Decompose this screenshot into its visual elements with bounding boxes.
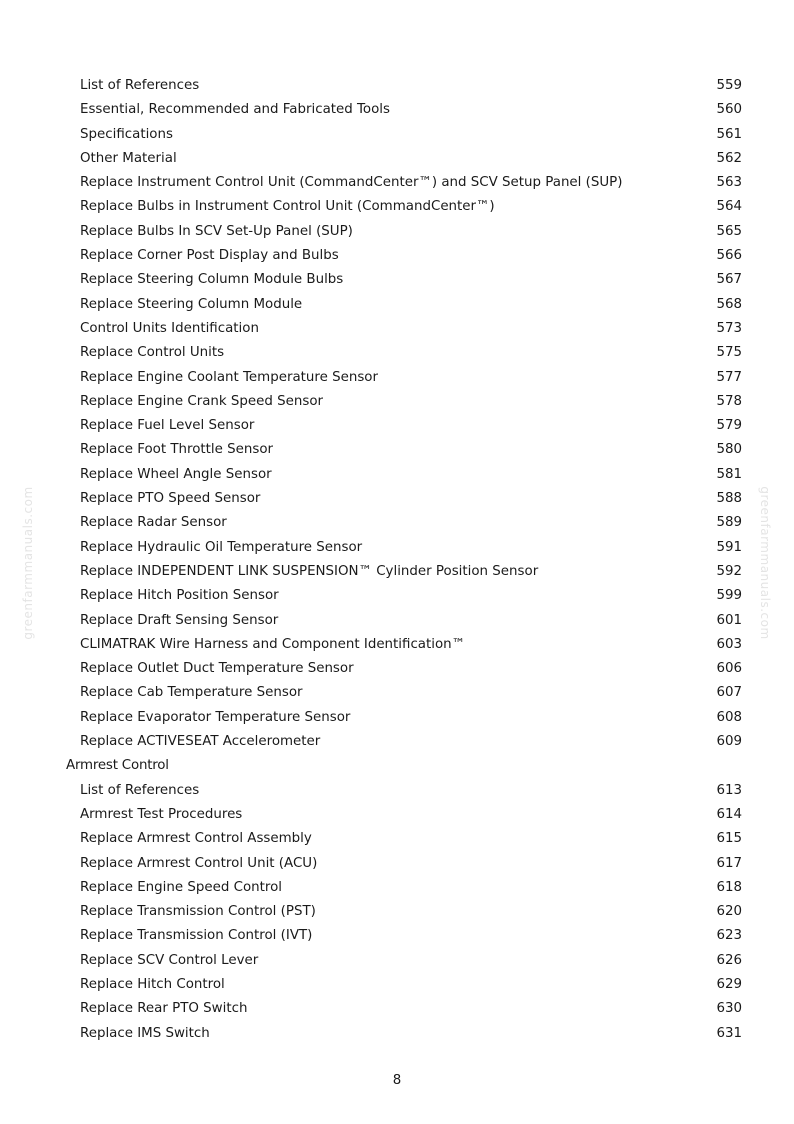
toc-entry-page: 580 (716, 442, 742, 458)
toc-entry[interactable] (0, 537, 794, 561)
toc-entry-title: Replace PTO Speed Sensor (80, 491, 261, 507)
toc-entry-page: 607 (716, 685, 742, 701)
toc-entry-page: 620 (716, 904, 742, 920)
toc-entry-page: 601 (716, 612, 742, 628)
toc-entry[interactable] (0, 439, 794, 463)
toc-entry-page: 559 (716, 78, 742, 93)
toc-entry[interactable] (0, 318, 794, 342)
toc-entry-title: Control Units Identification (80, 320, 259, 336)
toc-entry-page: 573 (716, 320, 742, 336)
toc-entry-page: 606 (716, 661, 742, 677)
toc-entry-title: Replace Radar Sensor (80, 515, 227, 531)
toc-entry-title: Replace Transmission Control (PST) (80, 904, 316, 920)
table-of-contents (0, 75, 794, 1047)
toc-entry-page: 609 (716, 734, 742, 750)
toc-entry-title: Replace ACTIVESEAT Accelerometer (80, 734, 321, 750)
toc-entry-title: Replace Cab Temperature Sensor (80, 685, 303, 701)
toc-entry[interactable] (0, 950, 794, 974)
toc-entry-title: Replace Bulbs in Instrument Control Unit (CommandCenter™) (80, 199, 495, 215)
toc-entry-title: Replace Foot Throttle Sensor (80, 442, 274, 458)
toc-entry[interactable] (0, 415, 794, 439)
toc-entry[interactable] (0, 148, 794, 172)
toc-entry-title: Specifications (80, 126, 173, 142)
toc-entry[interactable] (0, 925, 794, 949)
toc-entry-page: 567 (716, 272, 742, 288)
toc-entry-title: Replace Rear PTO Switch (80, 1001, 248, 1017)
toc-entry-page: 630 (716, 1001, 742, 1017)
toc-entry[interactable] (0, 99, 794, 123)
toc-entry-page: 564 (716, 199, 742, 215)
toc-entry-page: 566 (716, 248, 742, 264)
watermark-right: greenfarmmanuals.com (758, 486, 772, 640)
toc-entry-page: 578 (716, 393, 742, 409)
toc-entry[interactable] (0, 634, 794, 658)
toc-entry[interactable] (0, 75, 794, 99)
toc-entry-title: Replace Fuel Level Sensor (80, 418, 255, 434)
toc-entry-title: Replace Hitch Control (80, 976, 225, 992)
toc-entry[interactable] (0, 707, 794, 731)
toc-entry[interactable] (0, 512, 794, 536)
toc-entry-title: Replace Hitch Position Sensor (80, 588, 279, 604)
toc-entry-page: 629 (716, 976, 742, 992)
toc-entry-page: 618 (716, 879, 742, 895)
toc-entry-title: Replace Steering Column Module Bulbs (80, 272, 344, 288)
toc-entry-page: 591 (716, 539, 742, 555)
toc-entry-title: Armrest Control (66, 758, 169, 774)
toc-entry-title: Other Material (80, 150, 177, 166)
toc-entry[interactable] (0, 682, 794, 706)
toc-entry-page: 581 (716, 466, 742, 482)
toc-section-heading (0, 755, 794, 779)
toc-entry-page: 626 (716, 952, 742, 968)
toc-entry-page: 565 (716, 223, 742, 239)
toc-entry-page: 589 (716, 515, 742, 531)
toc-entry[interactable] (0, 464, 794, 488)
toc-entry-page: 575 (716, 345, 742, 361)
toc-entry-page: 603 (716, 636, 742, 652)
toc-entry-title: Replace Armrest Control Unit (ACU) (80, 855, 318, 871)
toc-entry-title: Replace Steering Column Module (80, 296, 303, 312)
toc-entry-title: Replace Control Units (80, 345, 225, 361)
toc-entry-page: 613 (716, 782, 742, 798)
toc-entry-title: Replace Armrest Control Assembly (80, 831, 312, 847)
toc-entry-title: Armrest Test Procedures (80, 806, 243, 822)
toc-entry-title: CLIMATRAK Wire Harness and Component Identification™ (80, 636, 466, 652)
toc-entry[interactable] (0, 391, 794, 415)
toc-entry-page: 562 (716, 150, 742, 166)
toc-entry-page: 561 (716, 126, 742, 142)
toc-entry[interactable] (0, 998, 794, 1022)
toc-entry-page: 592 (716, 563, 742, 579)
toc-entry-page: 614 (716, 806, 742, 822)
toc-entry-title: List of References (80, 782, 200, 798)
toc-entry-page: 631 (716, 1025, 742, 1041)
toc-entry[interactable] (0, 221, 794, 245)
toc-entry-page: 623 (716, 928, 742, 944)
toc-entry-title: Replace Corner Post Display and Bulbs (80, 248, 339, 264)
toc-entry[interactable] (0, 269, 794, 293)
toc-entry-page: 608 (716, 709, 742, 725)
toc-entry[interactable] (0, 901, 794, 925)
toc-entry-title: Replace SCV Control Lever (80, 952, 259, 968)
toc-entry-page: 568 (716, 296, 742, 312)
toc-entry[interactable] (0, 124, 794, 148)
toc-entry-title: Replace INDEPENDENT LINK SUSPENSION™ Cylinder Position Sensor (80, 563, 539, 579)
toc-entry-title: Replace Bulbs In SCV Set-Up Panel (SUP) (80, 223, 353, 239)
toc-entry[interactable] (0, 196, 794, 220)
toc-entry[interactable] (0, 610, 794, 634)
toc-entry-page: 577 (716, 369, 742, 385)
toc-entry-title: List of References (80, 78, 200, 93)
toc-entry-title: Replace Engine Coolant Temperature Sensor (80, 369, 379, 385)
toc-entry-title: Replace IMS Switch (80, 1025, 210, 1041)
toc-entry[interactable] (0, 585, 794, 609)
toc-entry-title: Replace Transmission Control (IVT) (80, 928, 313, 944)
toc-entry[interactable] (0, 804, 794, 828)
toc-entry-page: 599 (716, 588, 742, 604)
toc-entry-title: Replace Engine Crank Speed Sensor (80, 393, 324, 409)
toc-entry-title: Replace Wheel Angle Sensor (80, 466, 272, 482)
toc-entry[interactable] (0, 488, 794, 512)
toc-entry-title: Replace Engine Speed Control (80, 879, 283, 895)
toc-entry[interactable] (0, 342, 794, 366)
toc-entry[interactable] (0, 561, 794, 585)
toc-entry-title: Replace Hydraulic Oil Temperature Sensor (80, 539, 363, 555)
toc-entry[interactable] (0, 780, 794, 804)
toc-entry-page: 563 (716, 175, 742, 191)
toc-entry-page: 617 (716, 855, 742, 871)
toc-entry-title: Replace Outlet Duct Temperature Sensor (80, 661, 354, 677)
toc-entry[interactable] (0, 294, 794, 318)
toc-entry-page: 560 (716, 102, 742, 118)
toc-entry-title: Replace Draft Sensing Sensor (80, 612, 279, 628)
toc-entry[interactable] (0, 974, 794, 998)
toc-entry-title: Essential, Recommended and Fabricated Tools (80, 102, 391, 118)
toc-entry[interactable] (0, 245, 794, 269)
toc-entry-title: Replace Evaporator Temperature Sensor (80, 709, 351, 725)
toc-entry[interactable] (0, 367, 794, 391)
toc-entry[interactable] (0, 877, 794, 901)
toc-entry[interactable] (0, 172, 794, 196)
toc-entry-page: 615 (716, 831, 742, 847)
toc-entry-page: 588 (716, 491, 742, 507)
toc-entry[interactable] (0, 658, 794, 682)
toc-entry[interactable] (0, 1023, 794, 1047)
toc-entry-title: Replace Instrument Control Unit (CommandCenter™) and SCV Setup Panel (SUP) (80, 175, 623, 191)
toc-entry-page: 579 (716, 418, 742, 434)
toc-entry[interactable] (0, 731, 794, 755)
toc-entry[interactable] (0, 853, 794, 877)
toc-entry[interactable] (0, 828, 794, 852)
watermark-left: greenfarmmanuals.com (21, 486, 35, 640)
page-number: 8 (392, 1073, 402, 1088)
